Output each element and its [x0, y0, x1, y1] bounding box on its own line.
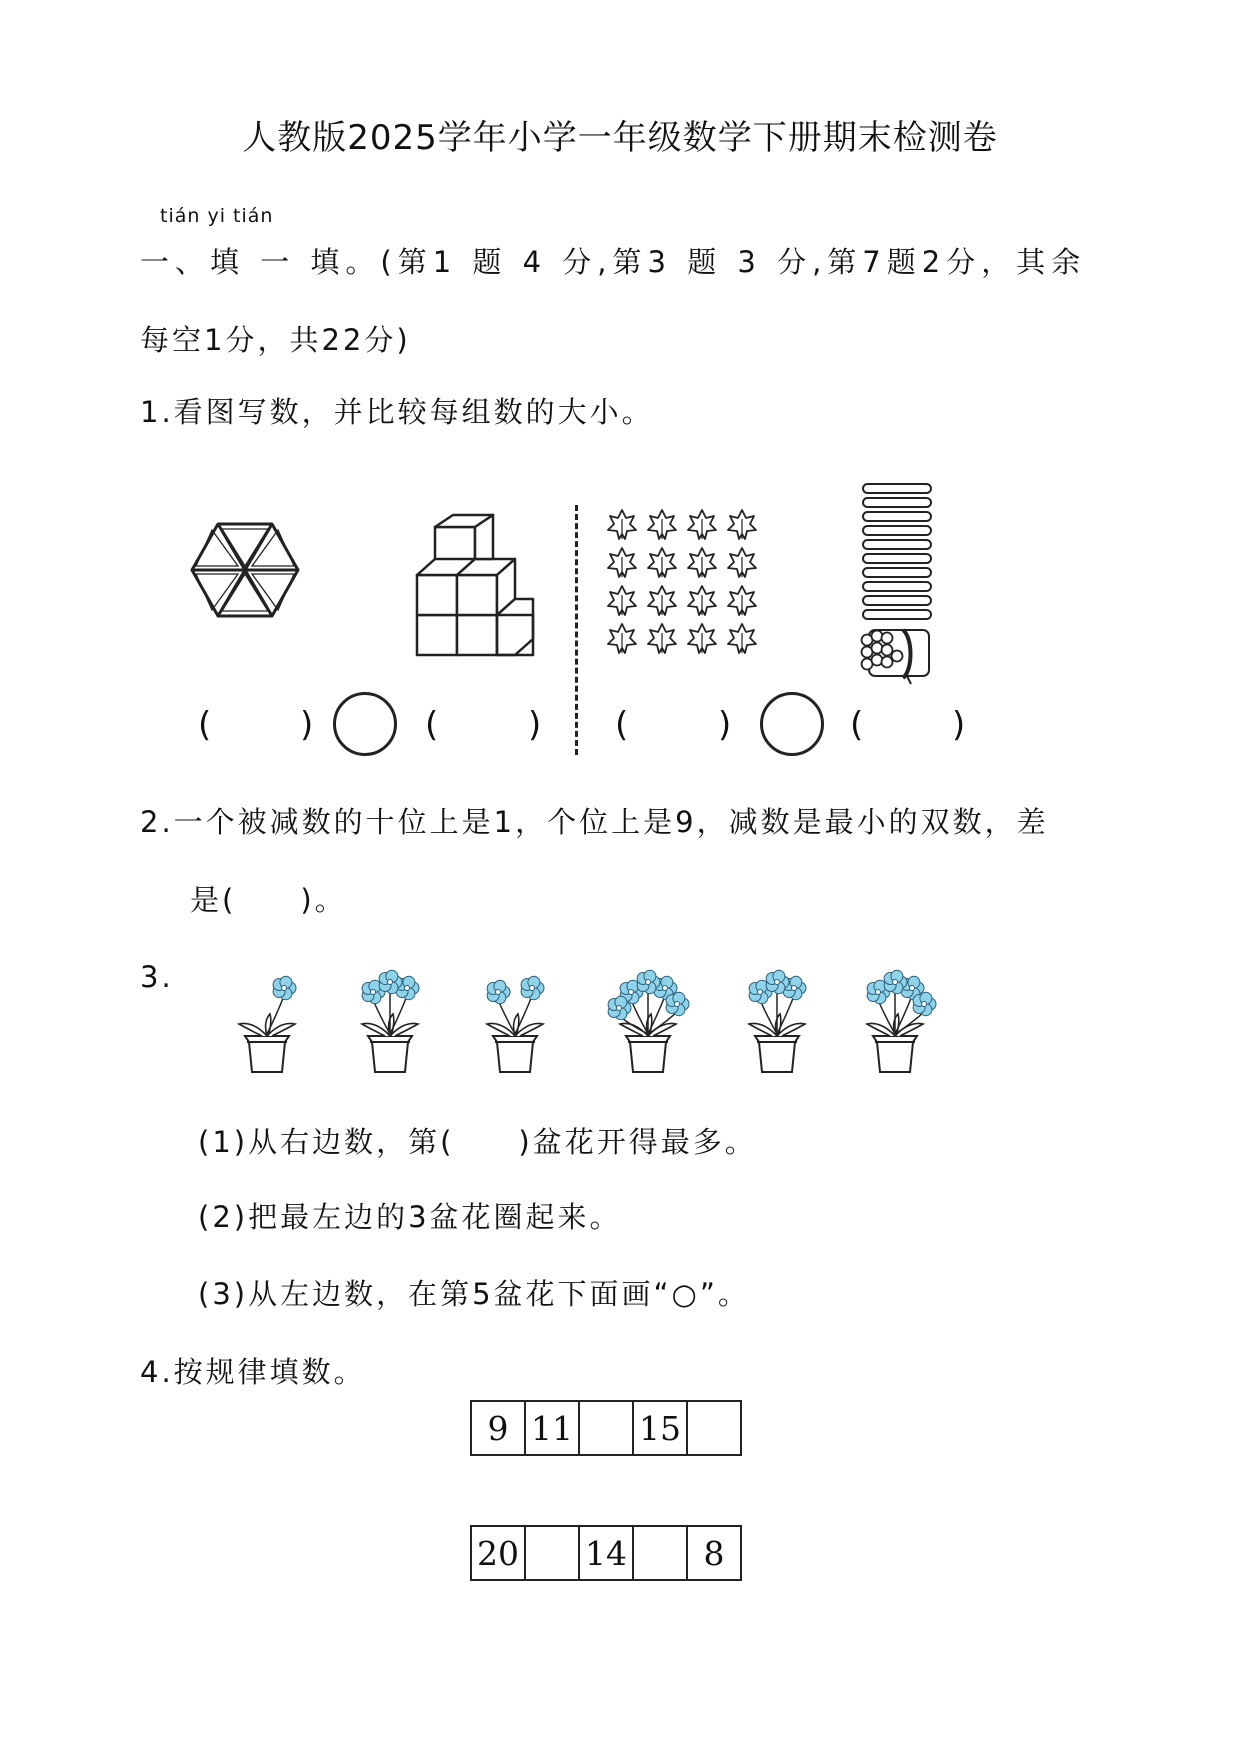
answer-blank-4-open: (: [850, 705, 864, 745]
answer-blank-2-close: ): [528, 705, 542, 745]
answer-blank-3-open: (: [615, 705, 629, 745]
question-4-text: 4.按规律填数。: [140, 1355, 366, 1389]
dashed-divider: [575, 505, 578, 755]
single-stick-icon: [863, 512, 931, 521]
sticks-bundle-figure: [855, 480, 940, 690]
sequence-blank-cell[interactable]: [525, 1526, 579, 1580]
question-2-line1: 2.一个被减数的十位上是1，个位上是9，减数是最小的双数，差: [140, 805, 1049, 839]
flower-pot-icon: [840, 970, 950, 1080]
pinyin-annotation: tián yi tián: [160, 205, 274, 227]
flower-pot-icon: [722, 970, 832, 1080]
single-stick-icon: [863, 610, 931, 619]
leaf-icon: [648, 510, 676, 539]
answer-blank-2-open: (: [425, 705, 439, 745]
leaf-icon: [688, 510, 716, 539]
answer-blank-left-open: (: [198, 705, 212, 745]
leaf-icon: [648, 624, 676, 653]
number-sequence-2: [470, 1525, 742, 1581]
leaf-icon: [648, 548, 676, 577]
single-stick-icon: [863, 484, 931, 493]
leaf-icon: [688, 624, 716, 653]
question-3-number: 3.: [140, 960, 174, 994]
question-3-sub1: (1)从右边数，第( )盆花开得最多。: [198, 1125, 757, 1159]
sequence-cell: 20: [471, 1526, 525, 1580]
leaf-icon: [728, 548, 756, 577]
leaf-icon: [688, 548, 716, 577]
flower-pot-icon: [593, 970, 703, 1080]
question-1-text: 1.看图写数，并比较每组数的大小。: [140, 395, 654, 429]
blossom-icon: [521, 976, 544, 999]
leaf-icon: [648, 586, 676, 615]
compare-circle-2[interactable]: [760, 692, 824, 756]
single-stick-icon: [863, 582, 931, 591]
leaf-icon: [608, 510, 636, 539]
answer-blank-4-close: ): [952, 705, 966, 745]
triangles-hexagon-figure: [190, 520, 300, 620]
sequence-cell: 14: [579, 1526, 633, 1580]
single-stick-icon: [863, 498, 931, 507]
leaf-icon: [728, 624, 756, 653]
leaves-figure: [600, 505, 765, 665]
blossom-icon: [666, 992, 689, 1015]
single-stick-icon: [863, 568, 931, 577]
answer-blank-left-close: ): [300, 705, 314, 745]
question-3-sub2: (2)把最左边的3盆花圈起来。: [198, 1200, 622, 1234]
sequence-cell: 9: [471, 1401, 525, 1455]
page-title: 人教版2025学年小学一年级数学下册期末检测卷: [242, 118, 998, 158]
sequence-blank-cell[interactable]: [579, 1401, 633, 1455]
blossom-icon: [273, 976, 296, 999]
flower-pot-icon: [212, 970, 322, 1080]
sequence-cell: 8: [687, 1526, 741, 1580]
blossom-icon: [487, 980, 510, 1003]
question-3-sub3: (3)从左边数，在第5盆花下面画“○”。: [198, 1277, 750, 1311]
sequence-blank-cell[interactable]: [633, 1526, 687, 1580]
number-sequence-1: [470, 1400, 742, 1456]
sequence-cell: 15: [633, 1401, 687, 1455]
section-heading-line1: 一、填 一 填。(第1 题 4 分,第3 题 3 分,第7题2分，其余: [140, 245, 1087, 279]
single-stick-icon: [863, 526, 931, 535]
single-stick-icon: [863, 540, 931, 549]
flower-pot-icon: [335, 970, 445, 1080]
leaf-icon: [728, 510, 756, 539]
leaf-icon: [608, 586, 636, 615]
leaf-icon: [608, 624, 636, 653]
cubes-figure: [415, 515, 540, 665]
leaf-icon: [728, 586, 756, 615]
leaf-icon: [688, 586, 716, 615]
sequence-cell: 11: [525, 1401, 579, 1455]
compare-circle-1[interactable]: [333, 692, 397, 756]
sequence-blank-cell[interactable]: [687, 1401, 741, 1455]
leaf-icon: [608, 548, 636, 577]
question-2-line2: 是( )。: [190, 883, 347, 917]
blossom-icon: [913, 992, 936, 1015]
answer-blank-3-close: ): [718, 705, 732, 745]
stick-bundle-icon: [862, 630, 930, 684]
single-stick-icon: [863, 554, 931, 563]
flower-pot-icon: [460, 970, 570, 1080]
section-heading-line2: 每空1分，共22分): [140, 323, 411, 357]
single-stick-icon: [863, 596, 931, 605]
